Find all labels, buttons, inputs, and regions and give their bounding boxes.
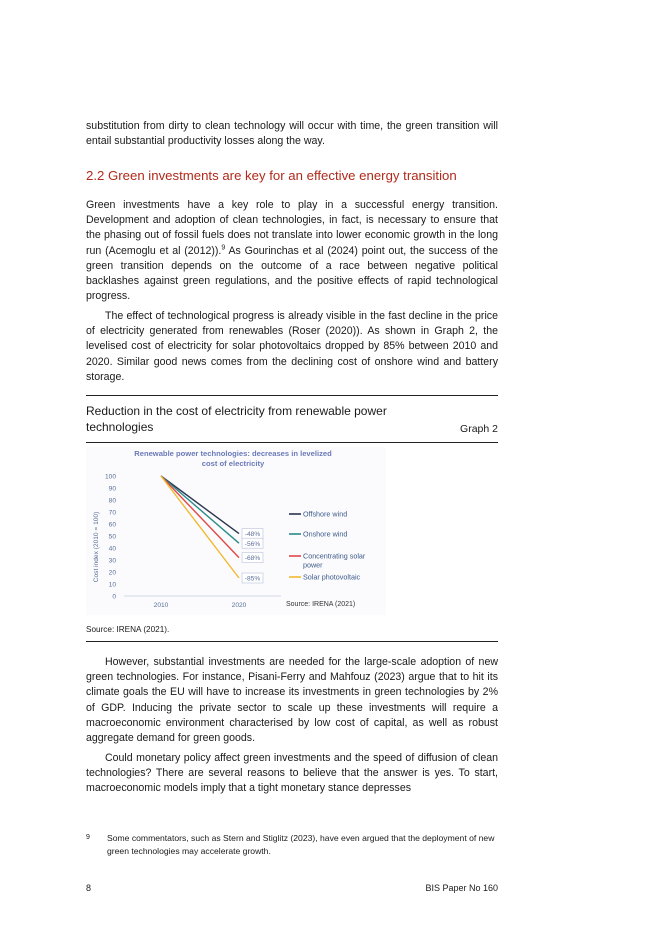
y-tick-label: 30	[108, 557, 116, 565]
y-tick-label: 60	[108, 521, 116, 529]
paragraph-text: Green investments have a key role to play in a successful energy transition. Development and adoption of clean technologies, in fact, is necessary to ensure that the phasing out of fossil fuels does not translate into lower economic growth in the long run (Acemoglu et al (2012)).	[86, 199, 498, 257]
chart-source-note: Source: IRENA (2021)	[286, 601, 356, 608]
change-label: -48%	[244, 531, 261, 539]
chart-title-line-2: cost of electricity	[201, 459, 265, 468]
x-tick-label: 2010	[153, 602, 169, 609]
graph-number: Graph 2	[460, 423, 498, 435]
publication-series: BIS Paper No 160	[425, 883, 498, 893]
graph-source: Source: IRENA (2021).	[86, 625, 170, 634]
change-label: -85%	[244, 575, 261, 583]
paragraph-technological-progress: The effect of technological progress is already visible in the fast decline in the price of electricity generated from renewables (Roser (2020)). As shown in Graph 2, the levelised cost of electricity for solar photovoltaics dropped by 85% between 2010 and 2020. Similar good news comes from the declining cost of onshore wind and battery storage.	[86, 310, 498, 383]
y-tick-label: 90	[108, 485, 116, 493]
graph-header-rule	[86, 442, 498, 443]
y-tick-label: 0	[112, 593, 116, 601]
page-number: 8	[86, 883, 92, 893]
y-tick-label: 40	[108, 545, 116, 553]
footnote	[86, 832, 498, 857]
intro-paragraph: substitution from dirty to clean technology will occur with time, the green transition will entail substantial productivity losses along the way.	[86, 120, 498, 148]
x-tick-label: 2020	[231, 602, 247, 609]
graph-panel	[86, 395, 498, 642]
graph-top-rule	[86, 395, 498, 396]
y-tick-label: 10	[108, 581, 116, 589]
series-change-labels	[242, 529, 263, 583]
change-label: -68%	[244, 555, 261, 563]
legend-label: Onshore wind	[303, 529, 348, 539]
paragraph-monetary-policy: Could monetary policy affect green investments and the speed of diffusion of clean technologies? There are several reasons to believe that the answer is yes. To start, macroeconomic models imply that a tight monetary stance depresses	[86, 752, 498, 795]
y-tick-label: 100	[104, 473, 116, 481]
change-label: -56%	[244, 540, 261, 548]
y-tick-label: 80	[108, 497, 116, 505]
legend-label: Concentrating solar	[303, 551, 366, 561]
y-tick-label: 20	[108, 569, 116, 577]
legend-label: Solar photovoltaic	[303, 572, 361, 582]
footnote-number: 9	[86, 834, 90, 841]
paragraph-substantial-investments: However, substantial investments are needed for the large-scale adoption of new green technologies. For instance, Pisani-Ferry and Mahfouz (2023) argue that to hit its climate goals the EU will have to increase its investments in green technologies by 2% of GDP. Inducing the private sector to scale up these investments will require a macroeconomic environment characterised by low cost of capital, as well as robust aggregate demand for green goods.	[86, 656, 498, 745]
y-axis-label: Cost index (2010 = 100)	[93, 511, 100, 583]
graph-bottom-rule	[86, 641, 498, 642]
chart-title-line-1: Renewable power technologies: decreases in levelized	[134, 449, 332, 458]
lcoe-line-chart	[86, 447, 386, 615]
graph-title: Reduction in the cost of electricity from renewable power technologies	[86, 404, 387, 434]
y-tick-label: 50	[108, 533, 116, 541]
section-heading: 2.2 Green investments are key for an effective energy transition	[86, 168, 457, 183]
legend-label: Offshore wind	[303, 509, 348, 519]
y-tick-label: 70	[108, 509, 116, 517]
paragraph-green-investments	[86, 198, 498, 304]
legend-label: power	[303, 560, 323, 570]
footnote-text: Some commentators, such as Stern and Stiglitz (2023), have even argued that the deployment of new green technologies may accelerate growth.	[107, 833, 495, 856]
footnote-ref[interactable]: 9	[221, 244, 226, 252]
paragraph-text: As Gourinchas et al (2024) point out, the success of the green transition depends on the outcome of a race between negative political backlashes against green regulations, and the positive effects of rapid technological progress.	[86, 244, 498, 303]
